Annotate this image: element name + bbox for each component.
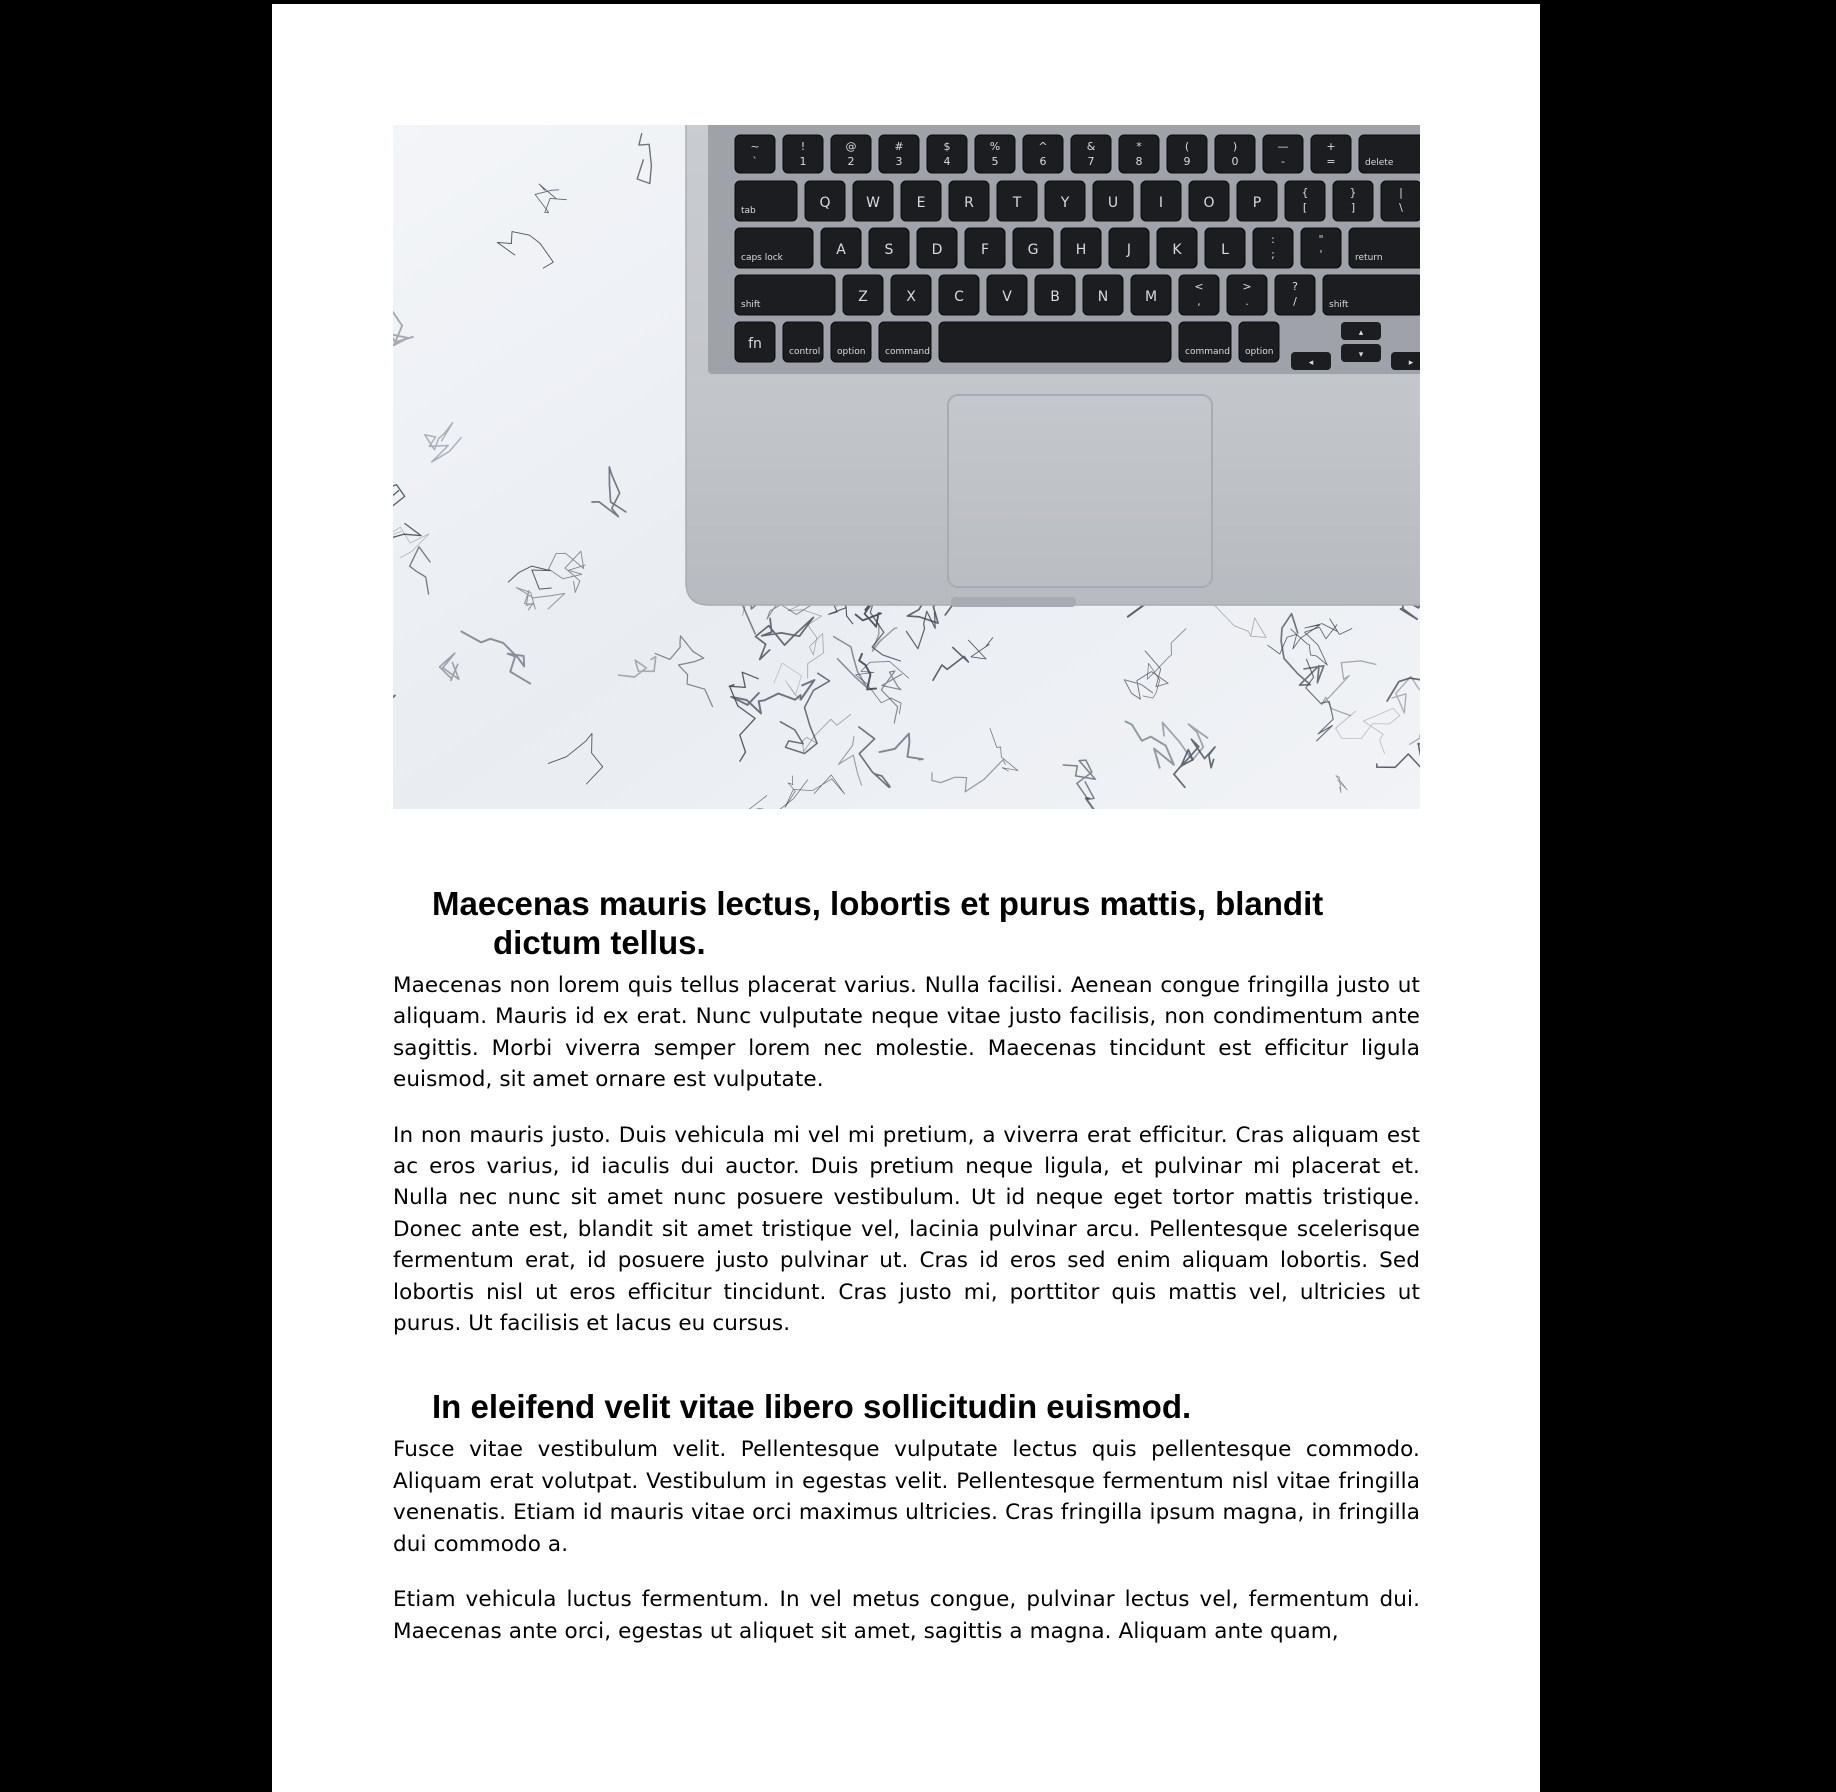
keyboard-key-label: C <box>954 289 964 305</box>
section-heading-1-line2: dictum tellus. <box>493 924 706 961</box>
keyboard-key-label: + <box>1326 140 1336 153</box>
keyboard-key-label: command <box>885 347 930 357</box>
keyboard-key-label: ( <box>1184 140 1190 153</box>
keyboard-key-label: ' <box>1319 248 1323 261</box>
keyboard-key-label: Z <box>858 289 868 305</box>
paragraph: Fusce vitae vestibulum velit. Pellentesque vulputate lectus quis pellentesque commodo. Aliquam erat volutpat. Vestibulum in egestas velit. Pellentesque fermentum nisl vitae fringilla venenatis. Etiam id mauris vitae orci maximus ultricies. Cras fringilla ipsum magna, in fringilla dui commodo a. <box>393 1437 1420 1557</box>
section-heading-1-line1: Maecenas mauris lectus, lobortis et purus mattis, blandit <box>432 885 1324 922</box>
arrow-key-glyph: ▸ <box>1408 358 1414 368</box>
keyboard-key-label: . <box>1245 295 1249 308</box>
keyboard-key-label: S <box>884 242 894 258</box>
keyboard-key-label: Q <box>819 195 831 211</box>
section-heading-2-line1: In eleifend velit vitae libero sollicitudin euismod. <box>432 1388 1192 1426</box>
keyboard-key-label: } <box>1349 186 1357 199</box>
keyboard-key-label: ; <box>1271 248 1275 261</box>
keyboard-key-label: tab <box>741 206 756 216</box>
keyboard-key-label: delete <box>1365 158 1394 168</box>
keyboard-key-label: O <box>1203 195 1215 211</box>
keyboard-key-label: E <box>916 195 926 211</box>
keyboard-key-label: shift <box>1329 300 1349 310</box>
keyboard-key-label: K <box>1172 242 1182 258</box>
keyboard-key-label: 6 <box>1039 155 1047 168</box>
keyboard-key-label: 9 <box>1183 155 1191 168</box>
keyboard-key-label: ` <box>752 155 758 168</box>
keyboard-key-label: 7 <box>1087 155 1095 168</box>
keyboard-key-label: P <box>1252 195 1262 211</box>
paragraph: Etiam vehicula luctus fermentum. In vel metus congue, pulvinar lectus vel, fermentum dui. Maecenas ante orci, egestas ut aliquet sit amet, sagittis a magna. Aliquam ante quam, <box>393 1587 1420 1644</box>
paragraph: Maecenas non lorem quis tellus placerat varius. Nulla facilisi. Aenean congue fringilla justo ut aliquam. Mauris id ex erat. Nunc vulputate neque vitae justo facilisis, non condimentum ante sagittis. Morbi viverra semper lorem nec molestie. Maecenas tincidunt est efficitur ligula euismod, sit amet ornare est vulputate. <box>393 973 1420 1093</box>
keyboard-key-label: N <box>1097 289 1109 305</box>
article-body <box>393 884 1420 1671</box>
keyboard-key-label: L <box>1221 242 1229 258</box>
keyboard-key-label: X <box>906 289 916 305</box>
keyboard-key-label: 2 <box>847 155 855 168</box>
keyboard-key-label: : <box>1271 233 1275 246</box>
keyboard-key-label: R <box>964 195 974 211</box>
keyboard-key-label: I <box>1158 195 1164 211</box>
keyboard-key-label: 8 <box>1135 155 1143 168</box>
keyboard-key-label: \ <box>1399 201 1403 214</box>
keyboard-key-label: — <box>1277 140 1289 153</box>
keyboard-key-label: | <box>1399 186 1403 199</box>
section-heading-2 <box>393 1387 1420 1426</box>
keyboard-key-label: W <box>866 195 880 211</box>
arrow-key <box>1391 352 1420 370</box>
keyboard-key-label: shift <box>741 300 761 310</box>
keyboard-key-label: ) <box>1232 140 1238 153</box>
keyboard-key-label: * <box>1136 140 1142 153</box>
hero-image <box>393 125 1420 809</box>
keyboard-key-label: ? <box>1292 280 1298 293</box>
keyboard-key-label: , <box>1197 295 1201 308</box>
section-heading-1 <box>393 884 1420 962</box>
keyboard-key-label: F <box>980 242 990 258</box>
trackpad <box>948 395 1212 587</box>
keyboard-key-label: - <box>1281 155 1285 168</box>
arrow-key-glyph: ▾ <box>1358 350 1364 360</box>
keyboard-key-label: ! <box>800 140 806 153</box>
keyboard-key-label: G <box>1027 242 1039 258</box>
keyboard-key <box>939 322 1171 362</box>
keyboard-key-label: & <box>1086 140 1096 153</box>
keyboard-key-label: option <box>837 347 866 357</box>
keyboard-key-label: 3 <box>895 155 903 168</box>
keyboard-key-label: Y <box>1060 195 1070 211</box>
keyboard-key-label: control <box>789 347 821 357</box>
keyboard-key-label: ~ <box>750 140 760 153</box>
keyboard-key-label: { <box>1301 186 1309 199</box>
laptop <box>686 125 1420 607</box>
keyboard-key-label: > <box>1242 280 1252 293</box>
keyboard-key-label: U <box>1107 195 1119 211</box>
keyboard-key-label: command <box>1185 347 1230 357</box>
keyboard-key-label: % <box>989 140 1001 153</box>
keyboard-key-label: # <box>894 140 904 153</box>
keyboard-key-label: 5 <box>991 155 999 168</box>
keyboard-key-label: B <box>1050 289 1060 305</box>
arrow-key-glyph: ◂ <box>1308 358 1314 368</box>
paragraph: In non mauris justo. Duis vehicula mi vel mi pretium, a viverra erat efficitur. Cras aliquam est ac eros varius, id iaculis dui auctor. Duis pretium neque ligula, et pulvinar mi placerat et. Nulla nec nunc sit amet nunc posuere vestibulum. Ut id neque eget tortor mattis tristique. Donec ante est, blandit sit amet tristique vel, lacinia pulvinar arcu. Pellentesque scelerisque fermentum erat, id posuere justo pulvinar ut. Cras id eros sed enim aliquam lobortis. Sed lobortis nisl ut eros efficitur tincidunt. Cras justo mi, porttitor quis mattis vel, ultricies ut purus. Ut facilisis et lacus eu cursus. <box>393 1122 1420 1337</box>
keyboard-key-label: ] <box>1350 201 1356 214</box>
keyboard-key-label: A <box>836 242 846 258</box>
keyboard-key-label: ^ <box>1038 140 1048 153</box>
keyboard-key-label: T <box>1012 195 1022 211</box>
keyboard-key-label: V <box>1002 289 1012 305</box>
keyboard-key-label: J <box>1126 242 1132 258</box>
keyboard-key-label: H <box>1075 242 1087 258</box>
keyboard-key-label: fn <box>748 336 762 352</box>
keyboard-key-label: option <box>1245 347 1274 357</box>
arrow-key-glyph: ▴ <box>1358 328 1364 338</box>
keyboard-key-label: < <box>1194 280 1204 293</box>
document-page <box>272 4 1540 1792</box>
keyboard-key-label: @ <box>845 140 857 153</box>
keyboard-key-label: 4 <box>943 155 951 168</box>
keyboard-key-label: " <box>1318 233 1324 246</box>
keyboard-key-label: caps lock <box>741 253 783 263</box>
laptop-on-marble-illustration <box>393 125 1420 809</box>
keyboard-key-label: D <box>931 242 943 258</box>
keyboard-key-label: M <box>1144 289 1158 305</box>
keyboard-key-label: $ <box>943 140 951 153</box>
keyboard-key-label: 0 <box>1231 155 1239 168</box>
keyboard-key-label: [ <box>1302 201 1308 214</box>
keyboard-key-label: / <box>1293 295 1297 308</box>
keyboard-key-label: return <box>1355 253 1383 263</box>
keyboard-key-label: = <box>1326 155 1336 168</box>
keyboard-key-label: 1 <box>799 155 807 168</box>
